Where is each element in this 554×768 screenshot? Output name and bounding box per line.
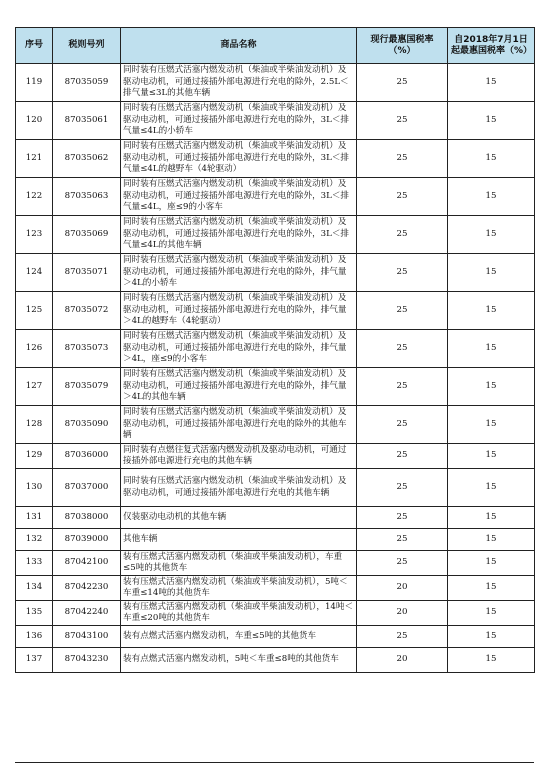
row-description: 同时装有压燃式活塞内燃发动机（柴油或半柴油发动机）及驱动电动机，可通过接插外部电源进行充电的其他车辆 bbox=[121, 469, 357, 507]
row-current-rate: 25 bbox=[357, 469, 448, 507]
row-description: 装有压燃式活塞内燃发动机（柴油或半柴油发动机），14吨＜车重≤20吨的其他货车 bbox=[121, 601, 357, 626]
row-current-rate: 25 bbox=[357, 292, 448, 330]
row-description: 装有压燃式活塞内燃发动机（柴油或半柴油发动机），5吨＜车重≤14吨的其他货车 bbox=[121, 576, 357, 601]
row-index: 133 bbox=[16, 551, 53, 576]
row-current-rate: 20 bbox=[357, 648, 448, 673]
row-description: 同时装有压燃式活塞内燃发动机（柴油或半柴油发动机）及驱动电动机，可通过接插外部电源进行充电的除外，排气量＞4L，座≤9的小客车 bbox=[121, 330, 357, 368]
row-new-rate: 15 bbox=[448, 406, 535, 444]
row-index: 125 bbox=[16, 292, 53, 330]
table-row bbox=[16, 444, 535, 469]
row-current-rate: 25 bbox=[357, 551, 448, 576]
row-new-rate: 15 bbox=[448, 368, 535, 406]
row-description: 同时装有压燃式活塞内燃发动机（柴油或半柴油发动机）及驱动电动机，可通过接插外部电源进行充电的除外，排气量＞4L的小轿车 bbox=[121, 254, 357, 292]
table-header-row bbox=[16, 28, 535, 64]
row-new-rate: 15 bbox=[448, 254, 535, 292]
row-new-rate: 15 bbox=[448, 140, 535, 178]
row-code: 87043100 bbox=[53, 626, 121, 648]
table-row bbox=[16, 102, 535, 140]
row-new-rate: 15 bbox=[448, 216, 535, 254]
table-body bbox=[16, 64, 535, 673]
row-current-rate: 25 bbox=[357, 140, 448, 178]
row-new-rate: 15 bbox=[448, 601, 535, 626]
row-code: 87039000 bbox=[53, 529, 121, 551]
table-row bbox=[16, 292, 535, 330]
row-new-rate: 15 bbox=[448, 330, 535, 368]
table-row bbox=[16, 551, 535, 576]
row-code: 87043230 bbox=[53, 648, 121, 673]
row-code: 87042230 bbox=[53, 576, 121, 601]
row-description: 其他车辆 bbox=[121, 529, 357, 551]
row-code: 87036000 bbox=[53, 444, 121, 469]
row-current-rate: 25 bbox=[357, 102, 448, 140]
table-row bbox=[16, 507, 535, 529]
row-new-rate: 15 bbox=[448, 507, 535, 529]
row-index: 128 bbox=[16, 406, 53, 444]
header-index: 序号 bbox=[16, 28, 53, 64]
row-description: 装有点燃式活塞内燃发动机，5吨＜车重≤8吨的其他货车 bbox=[121, 648, 357, 673]
row-current-rate: 25 bbox=[357, 254, 448, 292]
row-index: 124 bbox=[16, 254, 53, 292]
table-row bbox=[16, 406, 535, 444]
row-description: 同时装有压燃式活塞内燃发动机（柴油或半柴油发动机）及驱动电动机，可通过接插外部电源进行充电的除外，排气量＞4L的其他车辆 bbox=[121, 368, 357, 406]
row-index: 132 bbox=[16, 529, 53, 551]
table-row bbox=[16, 254, 535, 292]
row-current-rate: 25 bbox=[357, 64, 448, 102]
row-current-rate: 25 bbox=[357, 529, 448, 551]
table-row bbox=[16, 216, 535, 254]
row-index: 120 bbox=[16, 102, 53, 140]
row-description: 同时装有压燃式活塞内燃发动机（柴油或半柴油发动机）及驱动电动机，可通过接插外部电源进行充电的除外，3L＜排气量≤4L的越野车（4轮驱动） bbox=[121, 140, 357, 178]
row-code: 87035069 bbox=[53, 216, 121, 254]
row-index: 136 bbox=[16, 626, 53, 648]
row-code: 87042100 bbox=[53, 551, 121, 576]
tariff-table-container bbox=[15, 27, 534, 673]
row-current-rate: 25 bbox=[357, 178, 448, 216]
table-row bbox=[16, 648, 535, 673]
row-index: 131 bbox=[16, 507, 53, 529]
row-index: 122 bbox=[16, 178, 53, 216]
row-new-rate: 15 bbox=[448, 102, 535, 140]
row-index: 129 bbox=[16, 444, 53, 469]
row-new-rate: 15 bbox=[448, 469, 535, 507]
table-row bbox=[16, 178, 535, 216]
row-code: 87035073 bbox=[53, 330, 121, 368]
header-code: 税则号列 bbox=[53, 28, 121, 64]
row-description: 同时装有压燃式活塞内燃发动机（柴油或半柴油发动机）及驱动电动机，可通过接插外部电源进行充电的除外，排气量＞4L的越野车（4轮驱动） bbox=[121, 292, 357, 330]
row-description: 同时装有点燃往复式活塞内燃发动机及驱动电动机，可通过接插外部电源进行充电的其他车辆 bbox=[121, 444, 357, 469]
row-new-rate: 15 bbox=[448, 292, 535, 330]
table-bottom-rule bbox=[15, 762, 534, 763]
row-code: 87035063 bbox=[53, 178, 121, 216]
table-row bbox=[16, 576, 535, 601]
row-code: 87035079 bbox=[53, 368, 121, 406]
row-new-rate: 15 bbox=[448, 178, 535, 216]
row-current-rate: 20 bbox=[357, 601, 448, 626]
header-new-rate: 自2018年7月1日起最惠国税率（%） bbox=[448, 28, 535, 64]
row-code: 87038000 bbox=[53, 507, 121, 529]
row-current-rate: 25 bbox=[357, 330, 448, 368]
tariff-table bbox=[15, 27, 535, 673]
table-row bbox=[16, 469, 535, 507]
row-new-rate: 15 bbox=[448, 444, 535, 469]
row-index: 135 bbox=[16, 601, 53, 626]
row-new-rate: 15 bbox=[448, 576, 535, 601]
row-code: 87035090 bbox=[53, 406, 121, 444]
row-new-rate: 15 bbox=[448, 529, 535, 551]
row-code: 87035059 bbox=[53, 64, 121, 102]
row-index: 134 bbox=[16, 576, 53, 601]
row-code: 87037000 bbox=[53, 469, 121, 507]
row-current-rate: 20 bbox=[357, 576, 448, 601]
row-code: 87035062 bbox=[53, 140, 121, 178]
row-new-rate: 15 bbox=[448, 626, 535, 648]
table-row bbox=[16, 140, 535, 178]
row-code: 87042240 bbox=[53, 601, 121, 626]
row-description: 同时装有压燃式活塞内燃发动机（柴油或半柴油发动机）及驱动电动机，可通过接插外部电源进行充电的除外，3L＜排气量≤4L的小轿车 bbox=[121, 102, 357, 140]
row-description: 装有压燃式活塞内燃发动机（柴油或半柴油发动机），车重≤5吨的其他货车 bbox=[121, 551, 357, 576]
table-row bbox=[16, 626, 535, 648]
header-name: 商品名称 bbox=[121, 28, 357, 64]
row-index: 119 bbox=[16, 64, 53, 102]
row-new-rate: 15 bbox=[448, 648, 535, 673]
row-new-rate: 15 bbox=[448, 64, 535, 102]
table-row bbox=[16, 330, 535, 368]
table-row bbox=[16, 64, 535, 102]
row-current-rate: 25 bbox=[357, 368, 448, 406]
table-row bbox=[16, 529, 535, 551]
row-description: 装有点燃式活塞内燃发动机，车重≤5吨的其他货车 bbox=[121, 626, 357, 648]
table-row bbox=[16, 368, 535, 406]
row-current-rate: 25 bbox=[357, 444, 448, 469]
row-description: 同时装有压燃式活塞内燃发动机（柴油或半柴油发动机）及驱动电动机，可通过接插外部电源进行充电的除外，3L＜排气量≤4L的其他车辆 bbox=[121, 216, 357, 254]
row-description: 同时装有压燃式活塞内燃发动机（柴油或半柴油发动机）及驱动电动机，可通过接插外部电源进行充电的除外，2.5L＜排气量≤3L的其他车辆 bbox=[121, 64, 357, 102]
row-index: 130 bbox=[16, 469, 53, 507]
row-index: 126 bbox=[16, 330, 53, 368]
row-new-rate: 15 bbox=[448, 551, 535, 576]
row-index: 137 bbox=[16, 648, 53, 673]
row-index: 121 bbox=[16, 140, 53, 178]
row-description: 仅装驱动电动机的其他车辆 bbox=[121, 507, 357, 529]
row-current-rate: 25 bbox=[357, 216, 448, 254]
header-current-rate: 现行最惠国税率（%） bbox=[357, 28, 448, 64]
row-current-rate: 25 bbox=[357, 507, 448, 529]
row-description: 同时装有压燃式活塞内燃发动机（柴油或半柴油发动机）及驱动电动机，可通过接插外部电源进行充电的除外，3L＜排气量≤4L，座≤9的小客车 bbox=[121, 178, 357, 216]
row-index: 123 bbox=[16, 216, 53, 254]
row-description: 同时装有压燃式活塞内燃发动机（柴油或半柴油发动机）及驱动电动机，可通过接插外部电源进行充电的除外的其他车辆 bbox=[121, 406, 357, 444]
row-current-rate: 25 bbox=[357, 406, 448, 444]
row-code: 87035072 bbox=[53, 292, 121, 330]
table-row bbox=[16, 601, 535, 626]
row-code: 87035061 bbox=[53, 102, 121, 140]
row-current-rate: 25 bbox=[357, 626, 448, 648]
row-code: 87035071 bbox=[53, 254, 121, 292]
row-index: 127 bbox=[16, 368, 53, 406]
